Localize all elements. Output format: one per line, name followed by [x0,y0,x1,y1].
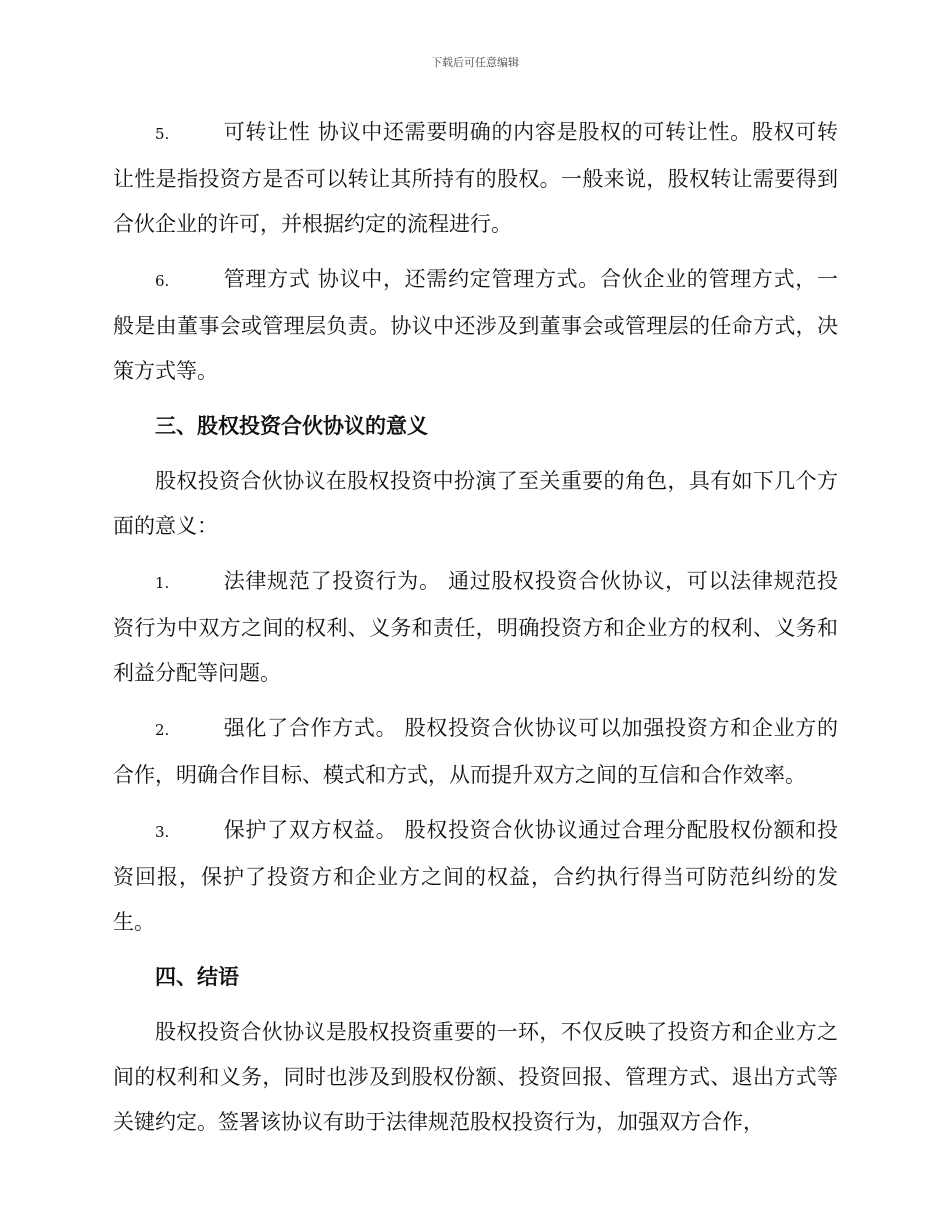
list-item [113,559,838,696]
list-item-number: 2. [155,721,170,739]
list-item [113,110,838,247]
section-heading-conclusion: 四、结语 [155,965,239,989]
list-item [113,257,838,394]
list-item-number: 6. [155,272,170,290]
conclusion-paragraph: 股权投资合伙协议是股权投资重要的一环，不仅反映了投资方和企业方之间的权利和义务，同时也涉及到股权份额、投资回报、管理方式、退出方式等关键约定。签署该协议有助于法律规范股权投资行为，加强双方合作， [113,1020,838,1134]
document-body [113,110,838,1155]
list-item-text: 强化了合作方式。 股权投资合伙协议可以加强投资方和企业方的合作，明确合作目标、模式和方式，从而提升双方之间的互信和合作效率。 [113,716,838,787]
section-intro-paragraph: 股权投资合伙协议在股权投资中扮演了至关重要的角色，具有如下几个方面的意义： [113,469,838,538]
section-heading-meaning: 三、股权投资合伙协议的意义 [155,414,428,438]
list-item-number: 5. [155,125,170,143]
list-item-text: 法律规范了投资行为。 通过股权投资合伙协议，可以法律规范投资行为中双方之间的权利、义务和责任，明确投资方和企业方的权利、义务和利益分配等问题。 [113,569,838,685]
list-item-number: 3. [155,823,170,841]
page-header-note: 下载后可任意编辑 [431,56,519,69]
list-item-text: 可转让性 协议中还需要明确的内容是股权的可转让性。股权可转让性是指投资方是否可以转让其所持有的股权。一般来说，股权转让需要得到合伙企业的许可，并根据约定的流程进行。 [113,120,838,236]
list-item-text: 管理方式 协议中，还需约定管理方式。合伙企业的管理方式，一般是由董事会或管理层负责。协议中还涉及到董事会或管理层的任命方式，决策方式等。 [113,267,838,383]
list-item-number: 1. [155,574,170,592]
list-item [113,808,838,945]
list-item [113,706,838,798]
list-item-text: 保护了双方权益。 股权投资合伙协议通过合理分配股权份额和投资回报，保护了投资方和企业方之间的权益，合约执行得当可防范纠纷的发生。 [113,818,838,934]
